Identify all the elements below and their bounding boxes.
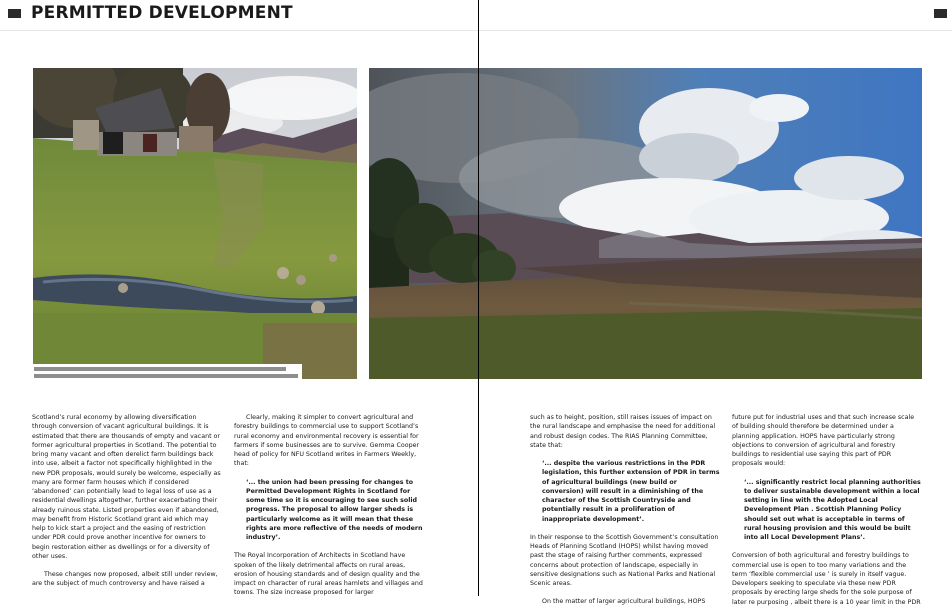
photo-caption-area <box>32 364 302 380</box>
paragraph: future put for industrial uses and that such increase scale of building should therefore be determined under a planning application. HOPS have particularly strong objections to conversion of agricultural and forestry buildings to residential use saying this part of PDR proposals would: <box>732 414 915 468</box>
caption-line <box>34 374 298 378</box>
text-column-3 <box>530 413 720 607</box>
caption-line <box>34 367 286 371</box>
derelict-farm-building-photo <box>33 68 357 379</box>
paragraph: such as to height, position, still raises issues of impact on the rural landscape and emphasise the need for additional and robust design codes. The RIAS Planning Committee, state that: <box>530 414 716 449</box>
highland-glen-landscape-photo <box>369 68 922 379</box>
page-spread-divider <box>478 0 479 596</box>
paragraph: On the matter of larger agricultural buildings, HOPS <box>542 598 706 606</box>
paragraph: These changes now proposed, albeit still under review, are the subject of much controversy and have raised a <box>32 571 218 588</box>
paragraph: Clearly, making it simpler to convert agricultural and forestry buildings to commercial use to support Scotland’s rural economy and environmental recovery is essential for farmers if some businesses are to survive. Gemma Cooper head of policy for NFU Scotland writes in Farmers Weekly, that: <box>234 414 420 468</box>
header-marker-right <box>934 9 947 18</box>
text-column-2 <box>234 413 424 598</box>
pull-quote: ‘... the union had been pressing for changes to Permitted Development Rights in Scotland for some time so it is encouraging to see such solid progress. The proposal to allow larger sheds is particularly welcome as it will mean that these rights are more reflective of the needs of modern industry’. <box>246 478 423 541</box>
paragraph: The Royal Incorporation of Architects in Scotland have spoken of the likely detrimental affects on rural areas, erosion of housing standards and of design quality and the impact on character of rural areas hamlets and villages and towns. The size increase proposed for larger <box>234 552 423 597</box>
pull-quote: ‘... significantly restrict local planning authorities to deliver sustainable development within a local setting in line with the Adopted Local Development Plan . Scottish Planning Policy should set out what is acceptable in terms of rural housing provision and this would be built into all Local Development Plans’. <box>744 478 921 541</box>
pull-quote: ‘... despite the various restrictions in the PDR legislation, this further extension of PDR in terms of agricultural buildings (new build or conversion) will result in a diminishing of the character of the Scottish Countryside and potentially result in a proliferation of inappropriate development’. <box>542 460 720 523</box>
header-rule <box>0 30 952 31</box>
text-column-4 <box>732 413 922 607</box>
paragraph: In their response to the Scottish Government’s consultation Heads of Planning Scotland (HOPS) whilst having moved past the stage of raising further comments, expressed concerns about protection of landscape, especially in sensitive designations such as National Parks and National Scenic areas. <box>530 533 719 587</box>
section-title: PERMITTED DEVELOPMENT <box>31 3 293 23</box>
header-marker-left <box>8 9 21 18</box>
page-header <box>0 0 952 30</box>
paragraph: Conversion of both agricultural and forestry buildings to commercial use is open to too many variations and the term ‘flexible commercial use ’ is surely in itself vague. Developers seeking to speculate via these new PDR proposals by erecting large sheds for the sole purpose of later re purposing , albeit there is a 10 year limit in the PDR <box>732 552 921 606</box>
paragraph: Scotland’s rural economy by allowing diversification through conversion of vacant agricultural buildings. It is estimated that there are thousands of empty and vacant or former agricultural properties in Scotland. The potential to bring many vacant and often derelict farm buildings back into use, albeit a factor not specifically highlighted in the new PDR proposals, would surely be welcome, especially as many are former farm houses which if considered ‘abandoned’ can potentially lead to legal loss of use as a residential dwellings altogether, further exacerbating their already ruinous state. Listed properties even if abandoned, may benefit from Historic Scotland grant aid which may help to kick start a project and the easing of restriction under PDR could prove another incentive for owners to begin restoration either as dwellings or for a diversity of other uses. <box>32 414 221 560</box>
text-column-1 <box>32 413 222 589</box>
